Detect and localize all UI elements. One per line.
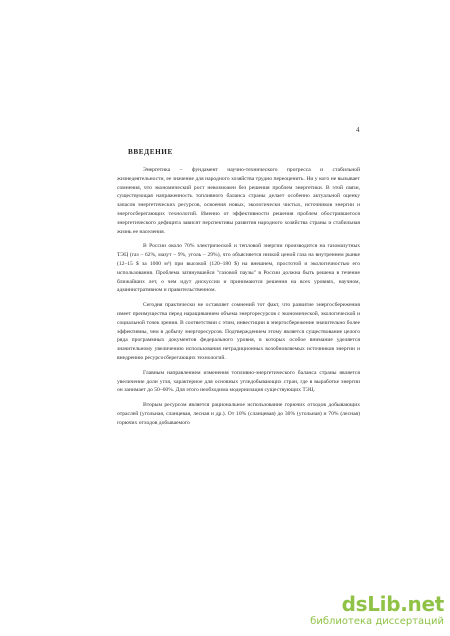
watermark	[310, 592, 446, 632]
page-number: 4	[356, 126, 360, 134]
paragraph-4: Главным направлением изменения топливно-энергетического баланса страны является увеличение доли угля, характерное для основных угледобывающих стран, где в выработке энергии он занимает до 50–60%. Для этого необходима модернизация существующих ТЭЦ.	[117, 369, 360, 394]
paragraph-1: Энергетика – фундамент научно-технического прогресса и стабильной жизнедеятельности, ее значение для народного хозяйства трудно переоценить. Ни у кого не вызывает сомнения, что экономический рост невозможен без решения проблем энергетики. В этой связи, существующая напряженность топливного баланса страны делает особенно актуальной оценку запасов энергетических ресурсов, освоения новых, экологически чистых, источников энергии и энергосберегающих технологий. Именно от эффективности решения проблем обострившегося энергетического дефицита зависят перспективы развития народного хозяйства страны и стабильная жизнь ее населения.	[117, 167, 360, 235]
paragraph-2: В России около 70% электрической и тепловой энергии производится на газомазутных ТЭЦ (газ – 62%, мазут – 9%, уголь – 29%), что объясняется низкой ценой газа на внутреннем рынке (12–15 $ за 1000 м³) при высокой (120–180 $) на внешнем, простотой и экологичностью его использования. Проблема затянувшейся "газовой паузы" в России должна быть решена в течение ближайших лет, о чем идут дискуссии и принимаются решения на всех уровнях, научном, административном и правительственном.	[117, 243, 360, 294]
body-text	[117, 166, 360, 434]
watermark-logo: dsLib.net	[341, 592, 444, 616]
watermark-subtitle: библиотека диссертаций	[310, 616, 444, 627]
section-heading: ВВЕДЕНИЕ	[128, 148, 173, 156]
paragraph-5: Вторым ресурсом является рациональное использование горючих отходов добывающих отраслей (угольная, сланцевая, лесная и др.). От 10% (сланцевая) до 30% (угольная) и 70% (лесная) горючих отходов добываемого	[117, 402, 360, 426]
paragraph-3: Сегодня практически не оставляет сомнений тот факт, что развитие энергосбережения имеет преимущества перед наращиванием объема энергоресурсов с экономической, экологической и социальной точек зрения. В соответствии с этим, инвестиции в энергосбережение значительно более эффективны, чем в добычу энергоресурсов. Подтверждением этому является существование целого ряда программных документов федерального уровня, в которых особое внимание уделяется значительному увеличению использования нетрадиционных возобновляемых источников энергии и внедрению ресурсосберегающих технологий.	[117, 302, 360, 361]
